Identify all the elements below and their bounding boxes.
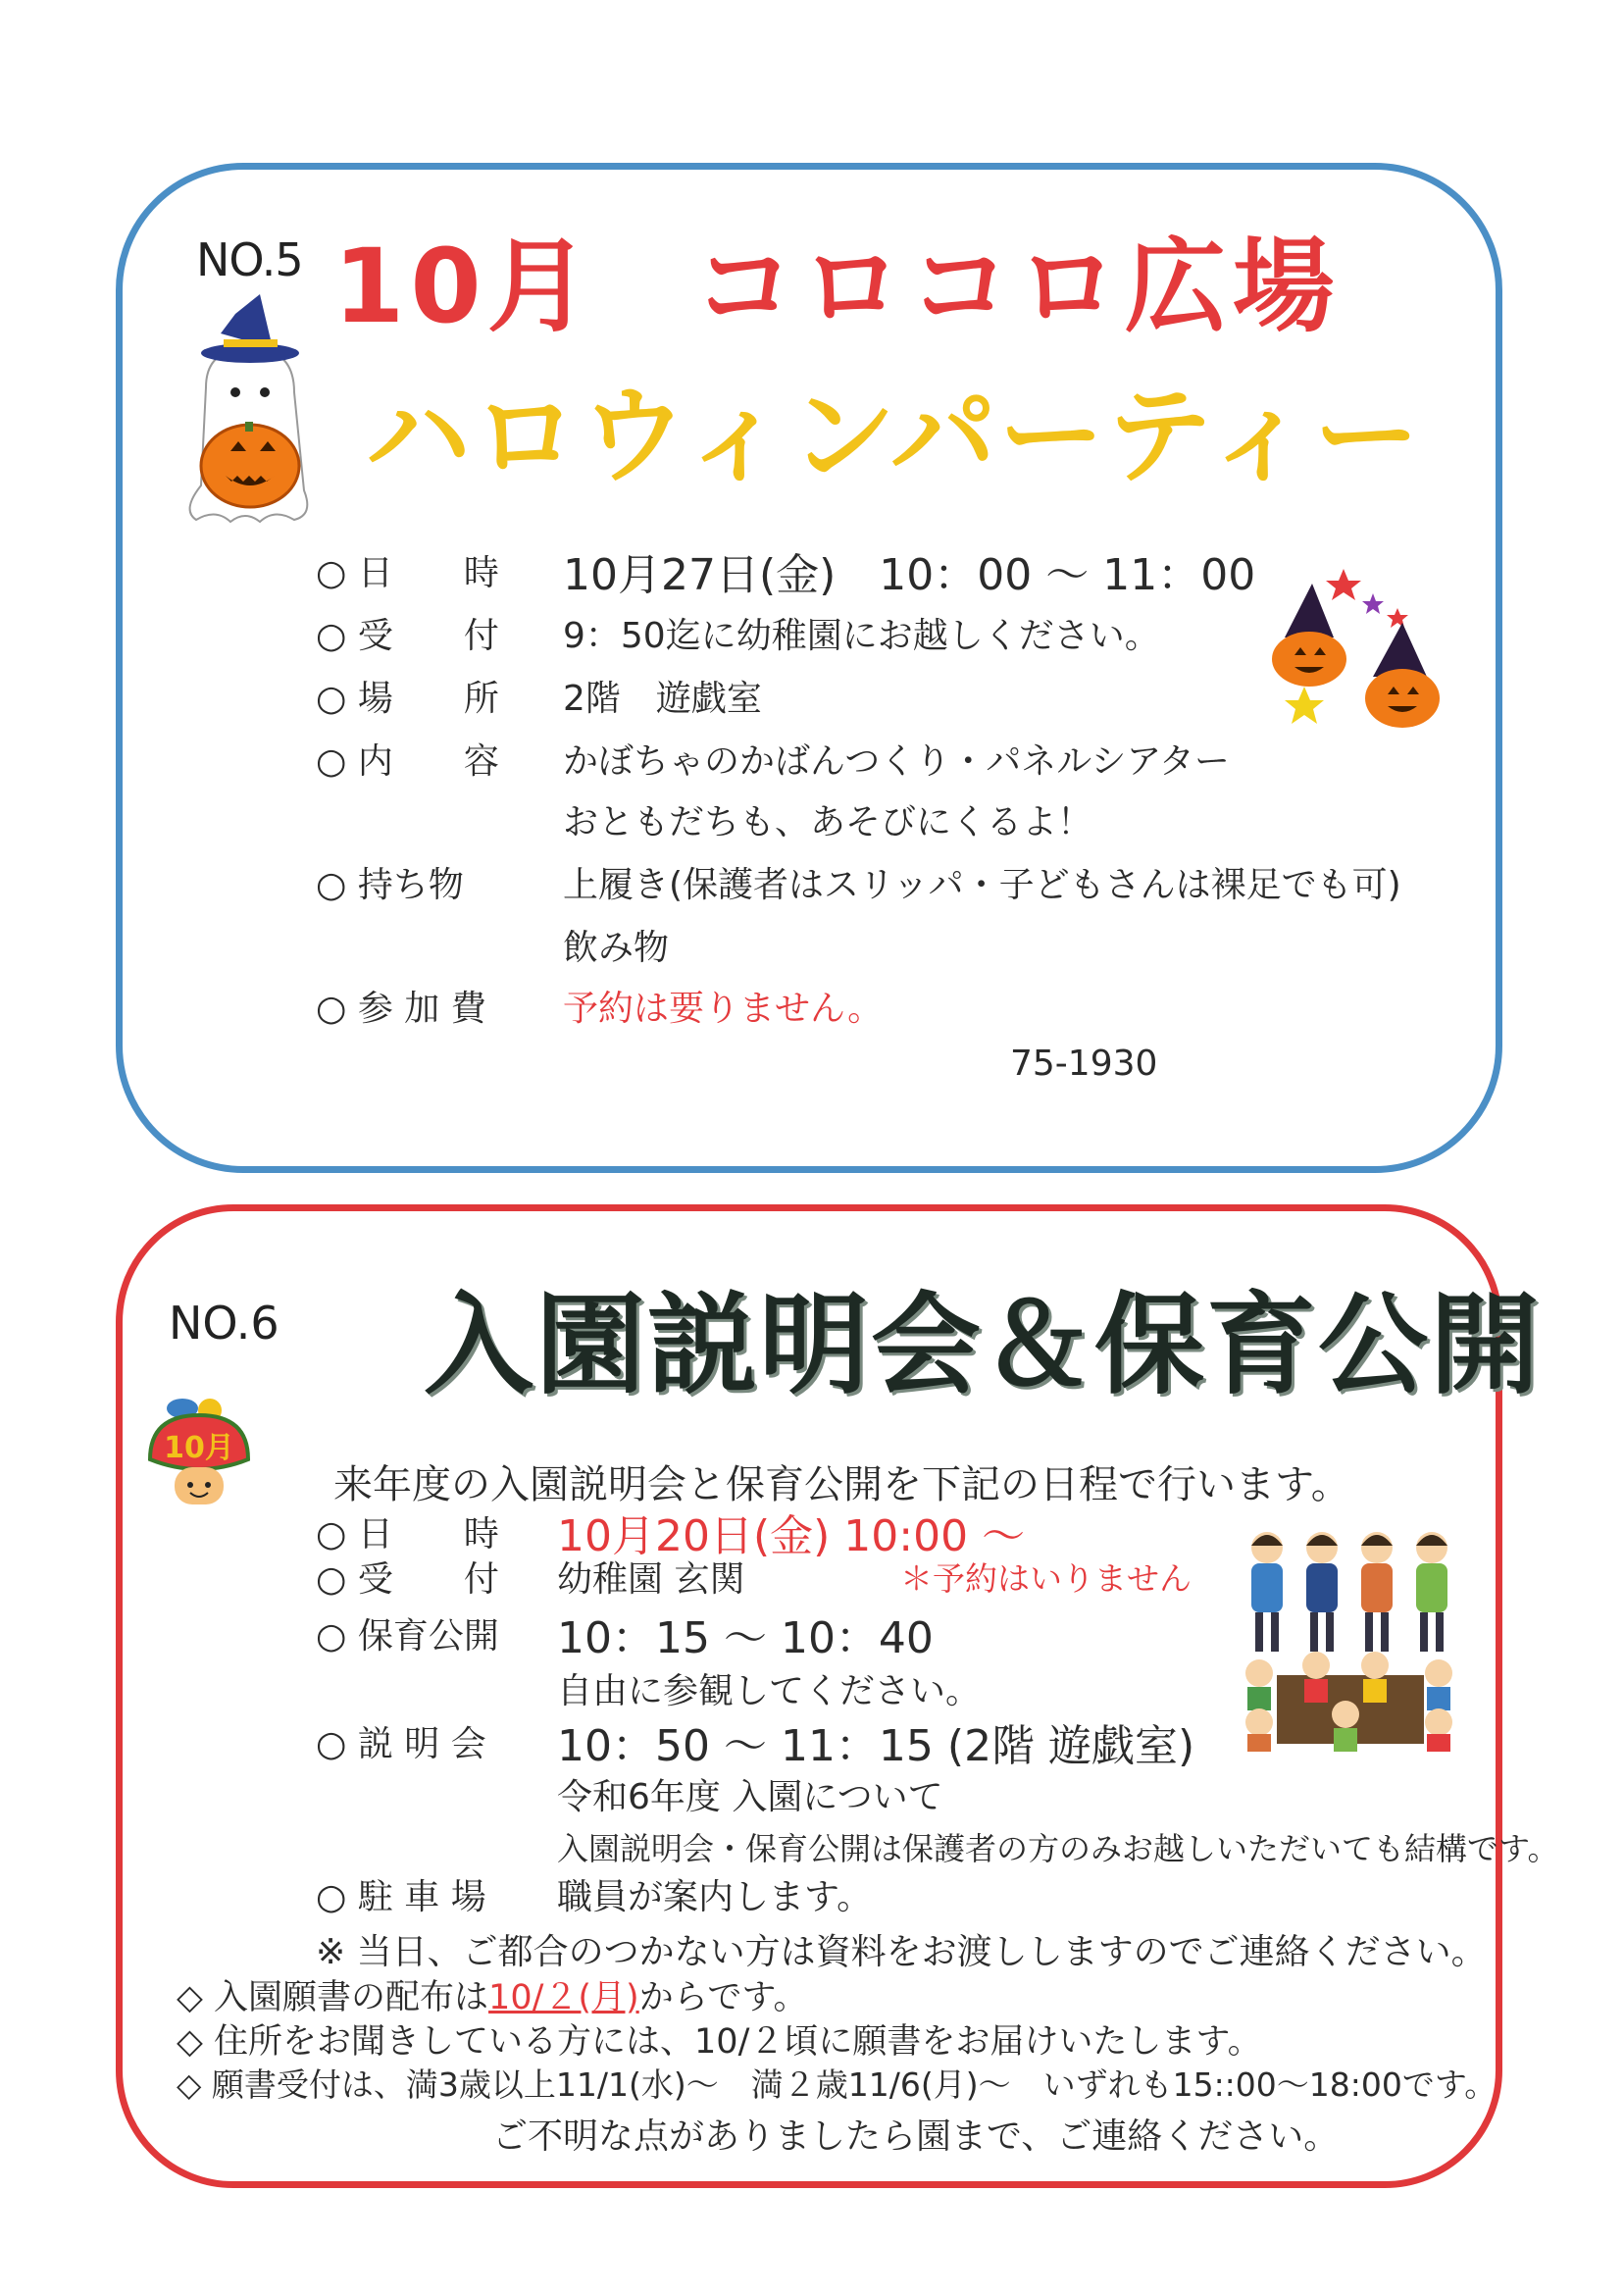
note-1-prefix: ◇ 入園願書の配布は: [177, 1978, 489, 2017]
october-badge-text: 10月: [164, 1431, 234, 1465]
note-1-date: 10/２(月): [488, 1978, 639, 2017]
event2-label-parking: ○ 駐 車 場: [316, 1877, 486, 1917]
note-application-delivery: ◇ 住所をお聞きしている方には、10/２頃に願書をお届けいたします。: [177, 2022, 1262, 2062]
event2-label-open-class: ○ 保育公開: [316, 1616, 499, 1657]
teachers-children-icon: [1238, 1518, 1471, 1754]
ghost-pumpkin-icon: [167, 294, 333, 539]
event1-title-name: コロコロ広場: [692, 227, 1341, 346]
event2-value-parking: 職員が案内します。: [557, 1877, 873, 1917]
october-badge-icon: [145, 1391, 253, 1518]
note-application-distribution: [177, 1970, 808, 2019]
event1-value-content: かぼちゃのかばんつくり・パネルシアター: [563, 741, 1230, 782]
event1-label-belongings: ○ 持ち物: [316, 865, 464, 905]
jack-o-lantern-icon: [1265, 569, 1461, 745]
event2-value-reception: 幼稚園 玄関: [557, 1559, 745, 1600]
event1-value-content-2: おともだちも、あそびにくるよ！: [563, 802, 1093, 842]
event1-value-place: 2階 遊戯室: [563, 679, 762, 719]
event1-label-place: ○ 場 所: [316, 679, 499, 719]
event1-title-month: 10月: [333, 227, 595, 346]
event1-value-date: 10月27日(金) 10：00 ～ 11：00: [563, 550, 1256, 600]
event1-value-belongings-2: 飲み物: [563, 928, 670, 968]
event1-value-fee: 予約は要りません。: [563, 989, 884, 1029]
event1-label-fee: ○ 参 加 費: [316, 989, 486, 1029]
event2-value-date: 10月20日(金) 10:00 ～: [557, 1511, 1026, 1561]
event1-phone: 75-1930: [1010, 1044, 1158, 1084]
event2-remark: ※ 当日、ご都合のつかない方は資料をお渡ししますのでご連絡ください。: [316, 1932, 1487, 1972]
event1-title: [333, 204, 1341, 351]
event1-label-reception: ○ 受 付: [316, 616, 499, 656]
event1-label-date: ○ 日 時: [316, 553, 499, 593]
closing-message: ご不明な点がありましたら園まで、ご連絡ください。: [492, 2116, 1340, 2157]
event2-title: 入園説明会＆保育公開: [424, 1282, 1542, 1409]
event1-value-belongings: 上履き(保護者はスリッパ・子どもさんは裸足でも可): [563, 865, 1401, 905]
event2-value-open-class-2: 自由に参観してください。: [557, 1671, 982, 1711]
event2-value-open-class: 10：15 ～ 10：40: [557, 1613, 934, 1663]
event2-label-briefing: ○ 説 明 会: [316, 1724, 486, 1764]
event1-subtitle: ハロウィンパーティー: [365, 376, 1422, 498]
note-1-suffix: からです。: [638, 1978, 808, 2017]
event2-value-briefing: 10：50 ～ 11：15 (2階 遊戯室): [557, 1721, 1195, 1771]
event1-value-reception: 9：50迄に幼稚園にお越しください。: [563, 616, 1160, 656]
event2-label-date: ○ 日 時: [316, 1514, 499, 1555]
no-reservation-note: ＊予約はいりません: [900, 1559, 1192, 1598]
note-application-reception: ◇ 願書受付は、満3歳以上11/1(水)～ 満２歳11/6(月)～ いずれも15::00～18:00です。: [177, 2065, 1497, 2104]
event2-value-briefing-3: 入園説明会・保育公開は保護者の方のみお越しいただいても結構です。: [557, 1830, 1559, 1867]
event2-value-briefing-2: 令和6年度 入園について: [557, 1777, 943, 1817]
event2-label-reception: ○ 受 付: [316, 1559, 499, 1600]
event2-intro: 来年度の入園説明会と保育公開を下記の日程で行います。: [333, 1462, 1350, 1507]
event1-label-content: ○ 内 容: [316, 741, 499, 782]
event2-number: NO.6: [169, 1297, 279, 1350]
event1-number: NO.5: [196, 233, 303, 286]
